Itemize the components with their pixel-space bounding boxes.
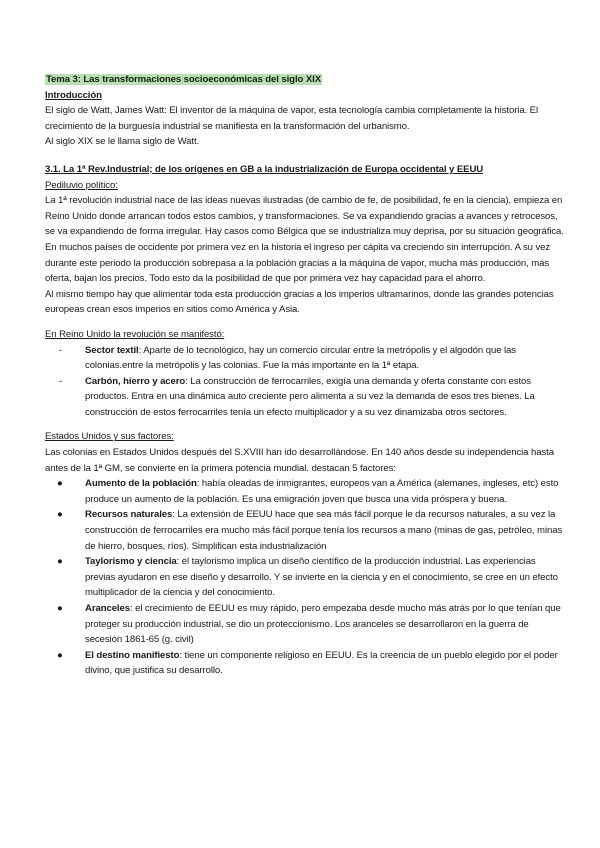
item-text: : Aparte de lo tecnológico, hay un comercio circular entre la metrópolis y el algodón que las colonias.entre la metrópolis y las colonias. Fue la más importante en la 1ª etapa. (85, 344, 516, 372)
list-item (45, 648, 567, 679)
item-label: Carbón, hierro y acero (85, 375, 186, 387)
dash-marker: - (59, 344, 63, 356)
list-item (45, 476, 567, 507)
bullet-marker: ● (57, 556, 63, 568)
eeuu-factor-list (45, 476, 567, 679)
section-paragraph-1: La 1ª revolución industrial nace de las ideas nuevas ilustradas (de cambio de fe, de posibilidad, fe en la ciencia), empieza en Reino Unido donde arrancan todos estos cambios, y transformaciones. Se va expandiendo gracias a avances y retrocesos, se va expandiendo de forma irregular. Hay casos como Bélgica que se industrializa muy deprisa, por su situación geográfica. (45, 195, 564, 238)
item-label: Sector textil (85, 344, 139, 356)
list-item (45, 601, 567, 648)
dash-marker: - (59, 375, 63, 387)
document-content (45, 72, 567, 679)
item-label: Aranceles (85, 603, 130, 614)
item-text: : el crecimiento de EEUU es muy rápido, pero empezaba desde mucho más atrás por lo que tenían que proteger su producción industrial, se dio un proteccionismo. Los aranceles se desarrollaron en la guerra de secesión 1861-65 (g. civil) (85, 603, 561, 646)
subheading-eeuu: Estados Unidos y sus factores: (45, 431, 174, 443)
reino-unido-list (45, 343, 567, 421)
item-text: : La construcción de ferrocarriles, exigía una demanda y oferta constante con estos productos. Entra en una dinámica auto creciente pero alimenta a su vez la demanda de esos tres bienes. La construcción de estos ferrocarriles tenía un efecto multiplicador y a su vez dinamizaba otros sectores. (85, 375, 535, 418)
topic-title: Tema 3: Las transformaciones socioeconómicas del siglo XIX (46, 74, 321, 85)
intro-paragraph-2: Al siglo XIX se le llama siglo de Watt. (45, 136, 200, 148)
list-item (45, 507, 567, 554)
item-text: : había oleadas de inmigrantes, europeos van a América (alemanes, ingleses, etc) esto produce un aumento de la población. Es una emigración joven que busca una vida próspera y buena. (85, 478, 559, 505)
bullet-marker: ● (57, 649, 63, 661)
topic-title-line (45, 72, 567, 88)
item-text: : La extensión de EEUU hace que sea más fácil porque le da recursos naturales, a su vez la construcción de ferrocarriles era mucho más fácil porque tenía los recursos a mano (minas de gas, petróleo, minas de hierro, bosques, ríos). Simplifican esta industrialización (85, 509, 563, 552)
bullet-marker: ● (57, 509, 63, 521)
intro-heading: Introducción (45, 89, 102, 101)
section-title: 3.1. La 1ª Rev.Industrial; de los orígenes en GB a la industrialización de Europa occidental y EEUU (45, 163, 484, 175)
item-label: Aumento de la población (85, 478, 197, 490)
eeuu-intro: Las colonias en Estados Unidos después del S.XVIII han ido desarrollándose. En 140 años desde su independencia hasta antes de la 1ª GM, se convierte en la primera potencia mundial. destacan 5 factores: (45, 447, 554, 474)
section-paragraph-2: En muchos países de occidente por primera vez en la historia el ingreso per cápita va creciendo sin interrupción. A su vez durante este periodo la producción sobrepasa a la población gracias a la máquina de vapor, mucha más producción, más oferta, bajan los precios. Todo esto da la posibilidad de que por primera vez hay capacidad para el ahorro. (45, 241, 551, 285)
subheading-reino-unido: En Reino Unido la revolución se manifestó: (45, 328, 225, 340)
intro-paragraph-1: El siglo de Watt, James Watt: El inventor de la máquina de vapor, esta tecnología cambia completamente la historia. El crecimiento de la burguesía industrial se manifiesta en la transformación del urbanismo. (45, 105, 539, 132)
item-text: : el taylorismo implica un diseño científico de la producción industrial. Las experiencias previas ayudaron en ese diseño y desarrollo. Y se invierte en la ciencia y en el conocimiento, se cree en un efecto multiplicador de la ciencia y del conocimiento. (85, 556, 558, 599)
item-label: El destino manifiesto (85, 649, 180, 661)
list-item (45, 343, 567, 374)
section-paragraph-3: Al mismo tiempo hay que alimentar toda esta producción gracias a los imperios ultramarinos, donde las grandes potencias europeas crean esos imperios en sitios como América y Asia. (45, 288, 554, 316)
item-label: Recursos naturales (85, 509, 173, 521)
list-item (45, 554, 567, 601)
bullet-marker: ● (57, 603, 63, 614)
item-text: : tiene un componente religioso en EEUU. Es la creencia de un pueblo elegido por el poder divino, que justifica su desarrollo. (85, 649, 558, 677)
subheading-pediluvio: Pediluvio político: (45, 179, 118, 191)
bullet-marker: ● (57, 478, 63, 490)
item-label: Taylorismo y ciencia (85, 556, 177, 568)
list-item (45, 374, 567, 421)
